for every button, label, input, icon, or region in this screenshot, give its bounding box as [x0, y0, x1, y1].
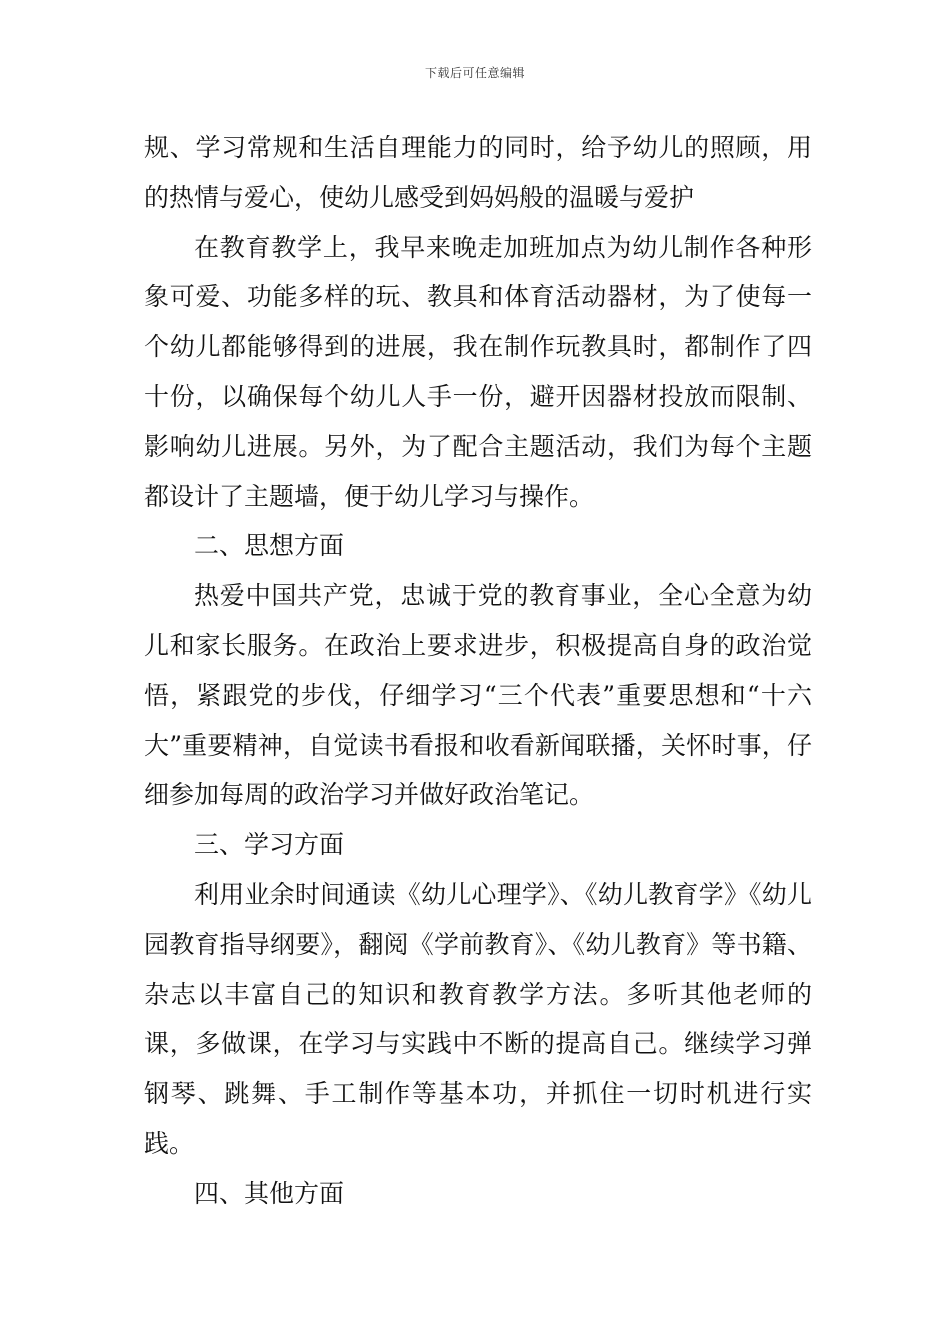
section-heading-other: 四、其他方面 [194, 1178, 345, 1208]
paragraph-teaching: 在教育教学上，我早来晚走加班加点为幼儿制作各种形象可爱、功能多样的玩、教具和体育活动器材，为了使每一个幼儿都能够得到的进展，我在制作玩教具时，都制作了四十份，以确保每个幼儿人手一份，避开因器材投放而限制、影响幼儿进展。另外，为了配合主题活动，我们为每个主题都设计了主题墙，便于幼儿学习与操作。 [144, 232, 812, 511]
paragraph-continued: 规、学习常规和生活自理能力的同时，给予幼儿的照顾，用的热情与爱心，使幼儿感受到妈妈般的温暖与爱护 [144, 133, 812, 212]
paragraph-study: 利用业余时间通读《幼儿心理学》、《幼儿教育学》《幼儿园教育指导纲要》，翻阅《学前教育》、《幼儿教育》等书籍、杂志以丰富自己的知识和教育教学方法。多听其他老师的课，多做课，在学习与实践中不断的提高自己。继续学习弹钢琴、跳舞、手工制作等基本功，并抓住一切时机进行实践。 [144, 879, 812, 1158]
paragraph-thought: 热爱中国共产党，忠诚于党的教育事业，全心全意为幼儿和家长服务。在政治上要求进步，积极提高自身的政治觉悟，紧跟党的步伐，仔细学习“三个代表”重要思想和“十六大”重要精神，自觉读书看报和收看新闻联播，关怀时事，仔细参加每周的政治学习并做好政治笔记。 [144, 581, 812, 810]
section-heading-study: 三、学习方面 [194, 830, 345, 860]
page-header: 下载后可任意编辑 [424, 66, 525, 80]
section-heading-thought: 二、思想方面 [194, 531, 345, 561]
document-body [144, 123, 812, 1219]
